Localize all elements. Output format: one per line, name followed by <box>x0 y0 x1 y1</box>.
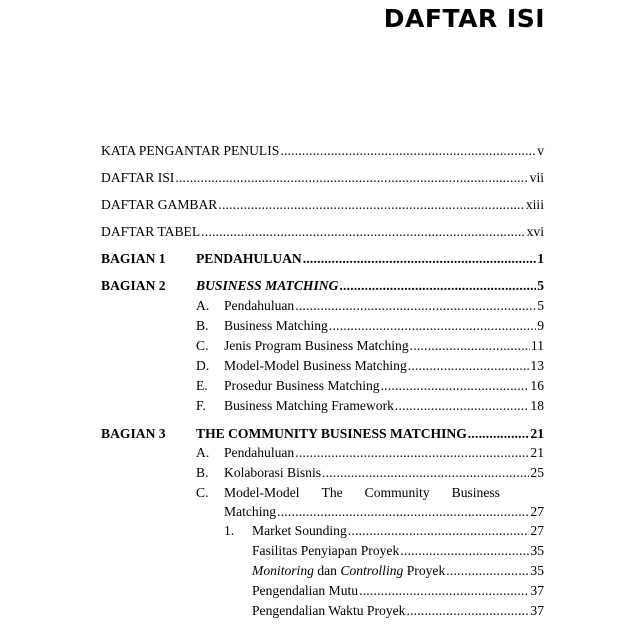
section-entry[interactable] <box>224 356 544 376</box>
title-word: Community <box>364 485 430 500</box>
title-word: Business <box>451 485 500 500</box>
section-page: 18 <box>530 398 544 413</box>
title-word: Model-Model <box>224 485 300 500</box>
leader-dots <box>406 601 529 621</box>
subsubsection-entry[interactable] <box>252 581 544 601</box>
subsection-entry[interactable] <box>252 521 544 541</box>
toc-entry-page: xiii <box>525 197 544 212</box>
section-title: Business Matching <box>224 318 328 333</box>
chapter-entry[interactable] <box>196 249 544 269</box>
leader-dots <box>295 443 529 463</box>
section-page: 25 <box>530 465 544 480</box>
subsubsection-entry[interactable] <box>252 561 544 581</box>
section-letter: B. <box>196 465 209 480</box>
section-page: 13 <box>530 358 544 373</box>
section-entry[interactable] <box>224 336 544 356</box>
section-entry[interactable] <box>224 443 544 463</box>
leader-dots <box>408 356 530 376</box>
subsubsection-entry[interactable] <box>252 601 544 621</box>
leader-dots <box>359 581 529 601</box>
leader-dots <box>303 249 536 269</box>
chapter-title: THE COMMUNITY BUSINESS MATCHING <box>196 426 467 441</box>
leader-dots <box>339 276 536 296</box>
section-letter: C. <box>196 338 209 353</box>
toc-entry[interactable] <box>101 222 544 242</box>
section-entry[interactable] <box>224 463 544 483</box>
subsubsection-title <box>252 561 445 581</box>
leader-dots <box>280 141 536 161</box>
subsubsection-page: 35 <box>530 563 544 578</box>
chapter-title: BUSINESS MATCHING <box>196 278 339 293</box>
toc-entry-page: v <box>537 143 544 158</box>
leader-dots <box>329 316 536 336</box>
leader-dots <box>381 376 530 396</box>
section-title: Model-Model Business Matching <box>224 358 407 373</box>
toc-entry-label: DAFTAR GAMBAR <box>101 197 218 212</box>
title-text: dan <box>313 563 341 578</box>
leader-dots <box>410 336 530 356</box>
subsubsection-title: Pengendalian Waktu Proyek <box>252 603 406 618</box>
section-title: Pendahuluan <box>224 298 295 313</box>
section-page: 16 <box>530 378 544 393</box>
section-letter: A. <box>196 445 210 460</box>
subsection-page: 27 <box>530 523 544 538</box>
chapter-page: 1 <box>537 251 544 266</box>
chapter-page: 5 <box>537 278 544 293</box>
leader-dots <box>395 396 530 416</box>
section-title: Jenis Program Business Matching <box>224 338 409 353</box>
section-letter: D. <box>196 358 210 373</box>
subsubsection-entry[interactable] <box>252 541 544 561</box>
toc-entry-label: DAFTAR TABEL <box>101 224 201 239</box>
subsubsection-page: 37 <box>530 583 544 598</box>
toc-entry-label: KATA PENGANTAR PENULIS <box>101 143 280 158</box>
section-letter: A. <box>196 298 210 313</box>
toc-entry-page: vii <box>529 170 544 185</box>
section-entry[interactable] <box>224 502 544 522</box>
leader-dots <box>175 168 528 188</box>
leader-dots <box>295 296 536 316</box>
section-title: Business Matching Framework <box>224 398 394 413</box>
section-title: Pendahuluan <box>224 445 295 460</box>
title-italic: Controlling <box>340 563 404 578</box>
leader-dots <box>277 502 529 522</box>
section-entry[interactable] <box>224 376 544 396</box>
section-page: 21 <box>530 445 544 460</box>
toc-entry[interactable] <box>101 168 544 188</box>
subsection-title: Market Sounding <box>252 523 347 538</box>
subsection-number: 1. <box>224 523 235 538</box>
section-entry[interactable] <box>224 396 544 416</box>
section-title: Prosedur Business Matching <box>224 378 380 393</box>
subsubsection-title: Fasilitas Penyiapan Proyek <box>252 543 400 558</box>
chapter-title: PENDAHULUAN <box>196 251 302 266</box>
subsubsection-page: 37 <box>530 603 544 618</box>
section-title: Kolaborasi Bisnis <box>224 465 322 480</box>
leader-dots <box>348 521 530 541</box>
section-letter: B. <box>196 318 209 333</box>
title-italic: Monitoring <box>252 563 314 578</box>
leader-dots <box>322 463 529 483</box>
leader-dots <box>468 424 530 444</box>
section-page: 11 <box>530 338 544 353</box>
subsubsection-page: 35 <box>530 543 544 558</box>
title-word: The <box>321 485 343 500</box>
chapter-page: 21 <box>530 426 544 441</box>
section-title-line1[interactable] <box>224 483 500 503</box>
section-page: 5 <box>537 298 544 313</box>
section-title: Matching <box>224 504 277 519</box>
toc-entry[interactable] <box>101 141 544 161</box>
section-entry[interactable] <box>224 316 544 336</box>
toc-entry[interactable] <box>101 195 544 215</box>
leader-dots <box>400 541 529 561</box>
section-letter: E. <box>196 378 208 393</box>
section-letter: C. <box>196 485 209 500</box>
section-page: 27 <box>530 504 544 519</box>
chapter-label: BAGIAN 2 <box>101 278 166 293</box>
leader-dots <box>201 222 525 242</box>
section-page: 9 <box>537 318 544 333</box>
leader-dots <box>218 195 524 215</box>
chapter-label: BAGIAN 3 <box>101 426 166 441</box>
section-letter: F. <box>196 398 206 413</box>
chapter-entry[interactable] <box>196 276 544 296</box>
leader-dots <box>446 561 529 581</box>
toc-entry-page: xvi <box>526 224 544 239</box>
section-entry[interactable] <box>224 296 544 316</box>
chapter-label: BAGIAN 1 <box>101 251 166 266</box>
title-text: Proyek <box>403 563 446 578</box>
toc-entry-label: DAFTAR ISI <box>101 170 175 185</box>
chapter-entry[interactable] <box>196 424 544 444</box>
subsubsection-title: Pengendalian Mutu <box>252 583 359 598</box>
page-title: DAFTAR ISI <box>383 4 545 33</box>
